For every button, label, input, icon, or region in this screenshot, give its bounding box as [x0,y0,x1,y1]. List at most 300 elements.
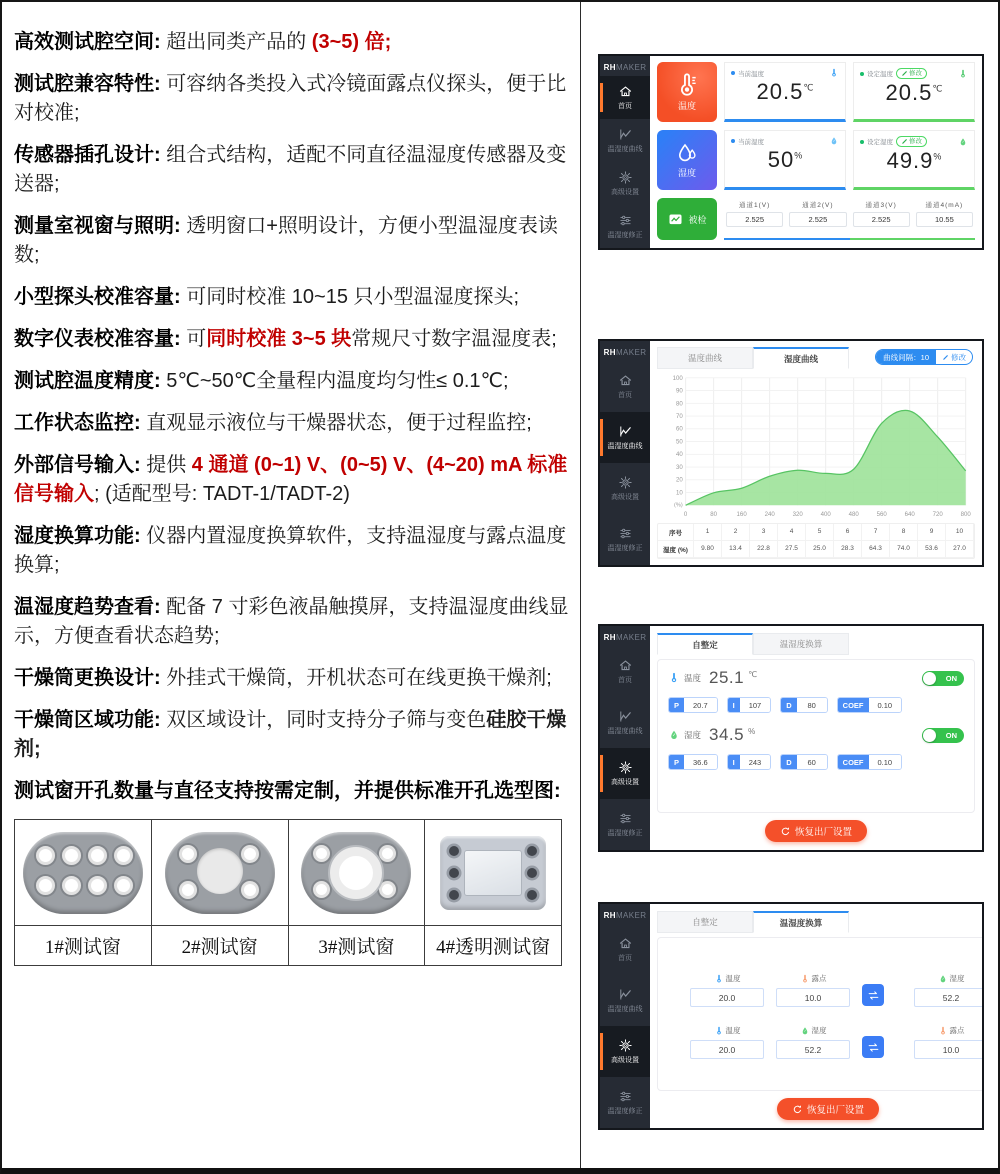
edit-button[interactable]: 修改 [896,136,927,147]
humidity-tile[interactable]: 湿度 [657,130,717,190]
param-key: D [781,755,796,769]
test-window-table [14,819,562,966]
pid-group [668,668,964,713]
home-icon [618,84,633,99]
svg-text:640: 640 [904,511,915,519]
window-image-cell [15,820,152,926]
sidebar-item-label: 温湿度曲线 [607,443,643,450]
test-window-4 [440,836,546,910]
feature-text: ; (适配型号: TADT-1/TADT-2) [94,483,350,505]
svg-text:80: 80 [675,400,683,408]
gear-icon [618,1038,633,1053]
param-value-input[interactable]: 80 [797,698,827,712]
group-label: 湿度 [684,730,702,740]
param-value-input[interactable]: 107 [740,698,771,712]
group-unit: ℃ [748,670,758,679]
feature-text: 可容纳各类投入式冷镜面露点仪探头，便于比对校准; [14,73,567,124]
window-caption-row [15,926,562,966]
reading-card [724,130,846,190]
device-sidebar [600,904,650,1128]
status-dot [860,140,864,144]
svg-text:480: 480 [848,511,859,519]
window-caption: 1#测试窗 [15,926,152,966]
sidebar-item-label: 温湿度修正 [607,232,643,239]
card-label: 当前湿度 [738,138,764,146]
curve-data-table [657,523,975,559]
tab-bar [657,632,975,655]
nav-list [600,924,650,1128]
feature-item [14,593,572,651]
param-value-input[interactable]: 243 [740,755,771,769]
nav-list [600,361,650,565]
table-cell: 27.0 [946,541,974,558]
param-key: COEF [838,698,869,712]
svg-text:800: 800 [960,511,971,519]
svg-text:80: 80 [710,511,718,519]
param-key: I [728,698,740,712]
svg-text:10: 10 [675,489,683,497]
tab-shot_curve-0[interactable]: 温度曲线 [657,347,753,369]
humidity-curve-chart [657,373,975,520]
pid-group [668,725,964,770]
svg-text:90: 90 [675,387,683,395]
param-key: D [781,698,796,712]
pencil-icon [901,138,908,145]
pid-param-coef [837,697,902,713]
probe-hole [449,868,459,878]
swap-button[interactable] [862,984,884,1006]
conversion-field [690,1025,764,1059]
channel-label: 通道1(V) [738,202,771,209]
svg-text:160: 160 [736,511,747,519]
thermometer-icon [714,974,724,984]
channel-value-input[interactable]: 10.55 [916,212,973,227]
sidebar-item-label: 首页 [618,677,632,684]
curve-icon [618,424,633,439]
feature-item [14,212,572,270]
feature-heading: 测试腔兼容特性: [14,73,161,95]
droplet-icon [668,729,680,741]
table-cell: 28.3 [834,541,862,558]
sidebar-item-correction[interactable] [600,514,650,565]
channel-value-input[interactable]: 2.525 [726,212,783,227]
svg-text:320: 320 [792,511,803,519]
probe-hole [114,876,133,895]
window-caption: 4#透明测试窗 [425,926,562,966]
screenshot-column [580,2,1000,1170]
table-cell: 13.4 [722,541,750,558]
svg-text:100: 100 [672,374,683,382]
svg-text:240: 240 [764,511,775,519]
status-dot [731,71,735,75]
feature-item [14,664,572,693]
channel-value-input[interactable]: 2.525 [853,212,910,227]
sidebar-item-curves[interactable] [600,697,650,748]
feature-item [14,141,572,199]
table-cell: 6 [834,524,862,541]
sidebar-item-correction[interactable] [600,799,650,850]
feature-item [14,522,572,580]
sidebar-item-home[interactable] [600,646,650,697]
gear-icon [618,170,633,185]
device-under-test-tile[interactable]: 被检 [657,198,717,240]
feature-heading: 测试腔温度精度: [14,370,161,392]
nav-list [600,76,650,248]
probe-hole [379,845,396,862]
feature-text: 5℃~50℃全量程内温度均匀性≤ 0.1℃; [160,370,509,392]
card-value: 20.5℃ [885,80,943,105]
tab-shot_convert-0[interactable]: 自整定 [657,911,753,933]
table-cell: 7 [862,524,890,541]
table-cell: 74.0 [890,541,918,558]
probe-hole [379,881,396,898]
table-cell: 53.6 [918,541,946,558]
channel [916,200,973,232]
droplet-icon [800,1026,810,1036]
thermometer-icon [668,672,680,684]
factory-reset-button[interactable]: 恢复出厂设置 [777,1098,879,1120]
pid-param-i [727,754,772,770]
sidebar-item-label: 首页 [618,392,632,399]
pencil-icon [901,70,908,77]
feature-text: 超出同类产品的 [160,31,312,53]
feature-text: 外挂式干燥筒，开机状态可在线更换干燥剂; [160,667,552,689]
pid-param-p [668,754,718,770]
svg-text:30: 30 [675,464,683,472]
on-off-toggle[interactable]: ON [922,728,964,743]
conversion-field [690,973,764,1007]
window-caption: 2#测试窗 [151,926,288,966]
sidebar-item-curves[interactable] [600,412,650,463]
feature-heading: 测试窗开孔数量与直径支持按需定制，并提供标准开孔选型图: [14,780,561,802]
interval-edit-button[interactable]: 修改 [936,352,972,363]
probe-hole [88,876,107,895]
tab-shot_tune-0[interactable]: 自整定 [657,633,753,655]
sidebar-item-label: 温湿度曲线 [607,1006,643,1013]
sidebar-item-advanced-settings[interactable] [600,1026,650,1077]
feature-item [14,70,572,128]
feature-item [14,325,572,354]
feature-text: 透明窗口+照明设计，方便小型温湿度表读数; [14,215,558,266]
feature-text: 可同时校准 10~15 只小型温湿度探头; [180,286,520,308]
humidity-drops-icon [675,141,699,165]
table-cell: 5 [806,524,834,541]
probe-hole [62,846,81,865]
refresh-icon [792,1104,803,1115]
field-value-input[interactable]: 10.0 [776,988,850,1007]
feature-heading: 外部信号输入: [14,454,141,476]
feature-text: 直观显示液位与干燥器状态，便于过程监控; [140,412,532,434]
card-label: 设定湿度 [867,139,893,146]
screenshot-curves [598,339,984,567]
field-label: 湿度 [811,1026,827,1035]
feature-text: 配备 7 寸彩色液晶触摸屏，支持温湿度曲线显示，方便查看状态趋势; [14,596,569,647]
feature-text: 硅胶干燥剂; [14,709,567,760]
device-sidebar [600,341,650,565]
sliders-icon [618,811,633,826]
brand-logo: RHMAKER [603,633,647,642]
nav-list [600,646,650,850]
thermometer-icon [829,68,839,78]
param-key: I [728,755,740,769]
sidebar-item-label: 温湿度修正 [607,545,643,552]
probe-hole [179,845,197,863]
channel [726,200,783,232]
sidebar-item-curves[interactable] [600,119,650,162]
table-cell: 22.8 [750,541,778,558]
probe-hole [527,846,537,856]
sidebar-item-advanced-settings[interactable] [600,463,650,514]
home-icon [618,936,633,951]
field-label: 湿度 [949,974,965,983]
probe-hole [179,881,197,899]
sidebar-item-label: 温湿度修正 [607,830,643,837]
param-key: P [669,755,684,769]
feature-heading: 传感器插孔设计: [14,144,161,166]
gear-icon [618,760,633,775]
feature-item [14,367,572,396]
curve-icon [618,127,633,142]
card-label: 设定温度 [867,71,893,78]
feature-item [14,28,572,57]
feature-heading: 数字仪表校准容量: [14,328,181,350]
gear-icon [618,475,633,490]
feature-text: (3~5) 倍; [311,31,392,53]
thermometer-icon [958,69,968,79]
sidebar-item-correction[interactable] [600,205,650,248]
test-window-3 [301,832,411,914]
screenshot-autotune [598,624,984,852]
table-cell: 3 [750,524,778,541]
feature-text: 常规尺寸数字温湿度表; [351,328,557,350]
sidebar-item-curves[interactable] [600,975,650,1026]
sidebar-item-correction[interactable] [600,1077,650,1128]
feature-heading: 干燥筒区域功能: [14,709,161,731]
tab-bar [657,910,984,933]
sidebar-item-label: 温湿度修正 [607,1108,643,1115]
group-value: 25.1 [709,668,745,687]
probe-hole [313,845,330,862]
table-header: 湿度 (%) [658,541,694,558]
window-image-cell [151,820,288,926]
feature-item [14,706,572,764]
tab-bar [657,347,975,369]
probe-hole [449,890,459,900]
channel-strip [724,198,975,240]
home-icon [618,658,633,673]
feature-item [14,409,572,438]
factory-reset-button[interactable]: 恢复出厂设置 [765,820,867,842]
feature-item [14,451,572,509]
field-value-input[interactable]: 20.0 [690,1040,764,1059]
conversion-main [650,904,984,1128]
sidebar-item-home[interactable] [600,924,650,975]
probe-hole [449,846,459,856]
svg-text:0: 0 [683,511,688,519]
feature-heading: 高效测试腔空间: [14,31,161,53]
channel-label: 通道2(V) [802,202,834,209]
svg-text:(%): (%) [674,502,683,509]
brand-logo: RHMAKER [603,348,647,357]
channel-label: 通道3(V) [865,202,897,209]
feature-item [14,283,572,312]
display-window [197,848,243,894]
sidebar-item-advanced-settings[interactable] [600,162,650,205]
card-value: 50% [767,147,803,172]
droplet-icon [938,974,948,984]
window-image-row [15,820,562,926]
sidebar-item-label: 高级设置 [611,779,639,786]
probe-hole [62,876,81,895]
feature-heading: 工作状态监控: [14,412,141,434]
table-cell: 8 [890,524,918,541]
svg-text:560: 560 [876,511,887,519]
droplet-icon [958,137,968,147]
feature-list [14,28,572,806]
droplet-icon [829,136,839,146]
card-value: 49.9% [886,148,942,173]
channel-label: 通道4(mA) [925,202,964,209]
swap-icon [867,989,880,1002]
param-value-input[interactable]: 0.10 [869,698,902,712]
group-value: 34.5 [709,725,745,744]
conversion-field [914,973,984,1007]
probe-hole [36,876,55,895]
card-label: 当前温度 [738,70,764,78]
svg-text:70: 70 [675,413,683,421]
edit-button[interactable]: 修改 [896,68,927,79]
test-window-1 [23,832,143,914]
feature-column [14,28,572,966]
group-label: 温度 [684,673,702,683]
sidebar-item-label: 高级设置 [611,189,639,196]
feature-heading: 干燥筒更换设计: [14,667,161,689]
curve-interval-control[interactable] [875,349,973,365]
on-off-toggle[interactable]: ON [922,671,964,686]
param-key: COEF [838,755,869,769]
svg-text:50: 50 [675,438,683,446]
curve-icon [618,709,633,724]
table-cell: 27.5 [778,541,806,558]
tab-shot_curve-1[interactable]: 湿度曲线 [753,347,849,369]
sidebar-item-advanced-settings[interactable] [600,748,650,799]
field-value-input[interactable]: 52.2 [914,988,984,1007]
setpoint-card [853,62,975,122]
table-cell: 9 [918,524,946,541]
device-sidebar [600,626,650,850]
pencil-icon [942,354,949,361]
swap-button[interactable] [862,1036,884,1058]
window-image-cell [425,820,562,926]
feature-text: 仪器内置湿度换算软件，支持温湿度与露点温度换算; [14,525,567,576]
conversion-field [914,1025,984,1059]
trend-box-icon [667,211,684,228]
field-label: 露点 [811,974,827,983]
field-label: 露点 [949,1026,965,1035]
channel-value-input[interactable]: 2.525 [789,212,846,227]
probe-hole [241,881,259,899]
pid-param-coef [837,754,902,770]
test-window-2 [165,832,275,914]
tab-shot_convert-1[interactable]: 温湿度换算 [753,911,849,933]
sidebar-item-label: 温湿度曲线 [607,728,643,735]
temperature-tile[interactable]: 温度 [657,62,717,122]
autotune-panel [657,659,975,813]
channel [853,200,910,232]
thermometer-icon [938,1026,948,1036]
transparent-screen [464,850,522,896]
tab-shot_tune-1[interactable]: 温湿度换算 [753,633,849,655]
table-cell: 25.0 [806,541,834,558]
table-cell: 4 [778,524,806,541]
sidebar-item-home[interactable] [600,361,650,412]
svg-text:40: 40 [675,451,683,459]
param-value-input[interactable]: 0.10 [869,755,902,769]
svg-text:400: 400 [820,511,831,519]
channel [789,200,846,232]
feature-item [14,777,572,806]
display-ring-window [330,847,382,899]
field-value-input[interactable]: 52.2 [776,1040,850,1059]
param-value-input[interactable]: 20.7 [684,698,717,712]
sidebar-item-label: 高级设置 [611,494,639,501]
status-dot [731,139,735,143]
home-icon [618,373,633,388]
feature-text: 组合式结构，适配不同直径温湿度传感器及变送器; [14,144,567,195]
group-unit: % [748,727,756,736]
feature-text: 可 [180,328,207,350]
probe-hole [36,846,55,865]
thermometer-icon [800,974,810,984]
card-value: 20.5℃ [756,79,814,104]
svg-text:20: 20 [675,476,683,484]
channel-accent-strip [724,238,975,241]
probe-hole [114,846,133,865]
thermometer-icon [714,1026,724,1036]
brand-logo: RHMAKER [603,63,647,72]
screenshot-home [598,54,984,250]
sidebar-item-label: 首页 [618,103,632,110]
svg-text:60: 60 [675,425,683,433]
table-cell: 64.3 [862,541,890,558]
conversion-panel [657,937,984,1091]
sidebar-item-home[interactable] [600,76,650,119]
svg-text:720: 720 [932,511,943,519]
table-header: 序号 [658,524,694,541]
pid-param-i [727,697,772,713]
sliders-icon [618,526,633,541]
autotune-main [650,626,982,850]
pid-param-p [668,697,718,713]
feature-heading: 湿度换算功能: [14,525,141,547]
table-cell: 10 [946,524,974,541]
probe-hole [527,890,537,900]
field-value-input[interactable]: 10.0 [914,1040,984,1059]
probe-hole [88,846,107,865]
thermometer-icon [674,72,700,98]
param-value-input[interactable]: 60 [797,755,827,769]
feature-heading: 小型探头校准容量: [14,286,181,308]
interval-label: 曲线间隔：10 [876,350,936,365]
pid-param-d [780,697,827,713]
field-label: 温度 [725,974,741,983]
conversion-field [776,1025,850,1059]
feature-heading: 温湿度趋势查看: [14,596,161,618]
param-value-input[interactable]: 36.6 [684,755,717,769]
conversion-field [776,973,850,1007]
field-value-input[interactable]: 20.0 [690,988,764,1007]
probe-hole [313,881,330,898]
